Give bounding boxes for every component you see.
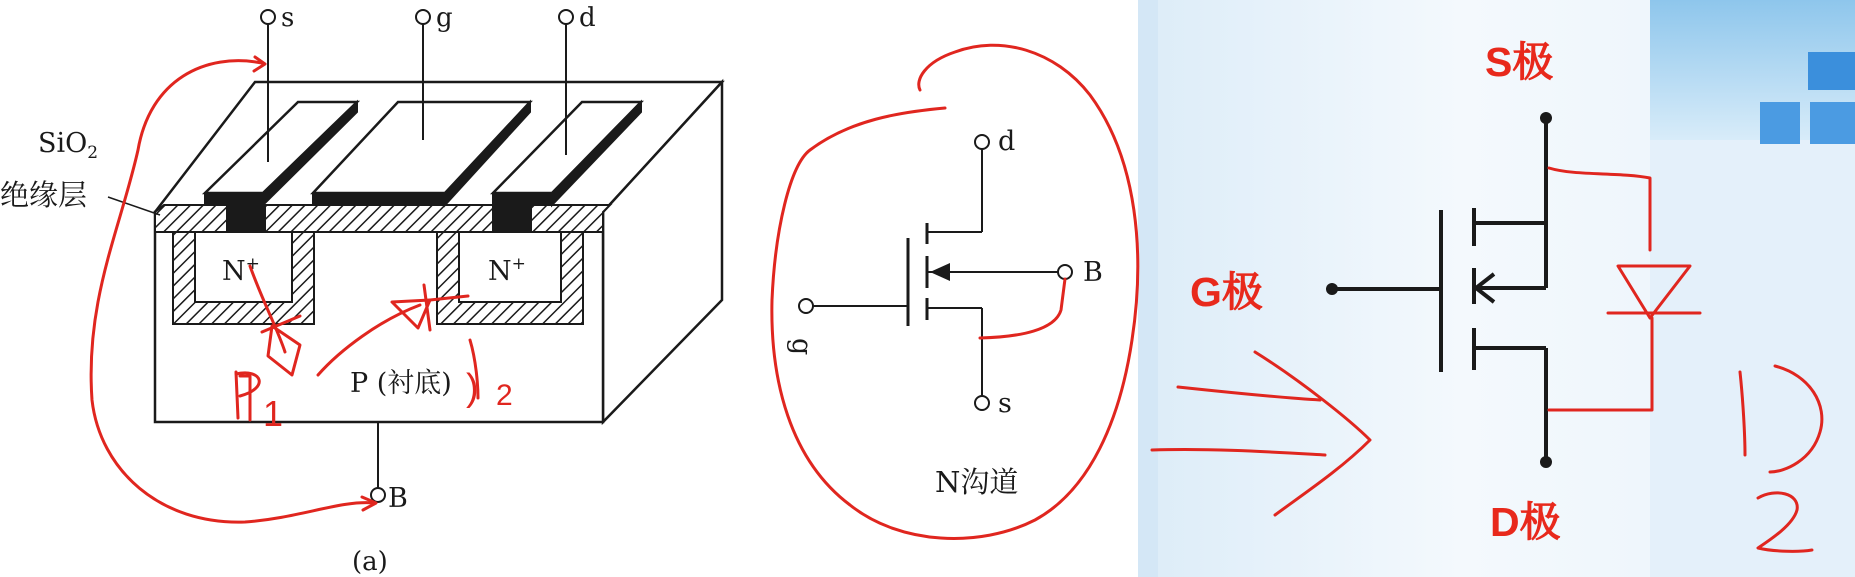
n-plus-left-sup: + — [245, 254, 260, 274]
terminal-d-dot — [559, 10, 573, 24]
svg-text:SiO2 — [38, 128, 98, 163]
symbol-terminal-g-label: g — [786, 338, 817, 356]
symbol-terminal-b-label: B — [1083, 257, 1103, 288]
terminal-g-label: g — [436, 3, 453, 33]
s-pole-label: S极 — [1485, 39, 1554, 85]
symbol-caption: N沟道 — [935, 465, 1019, 499]
terminal-s-label: s — [281, 3, 295, 33]
body-arrow — [930, 263, 950, 281]
handwritten-d2-sub: 2 — [496, 379, 513, 412]
sio2-oxide-layer — [155, 205, 610, 232]
terminal-d-label: d — [579, 3, 596, 33]
handwritten-d2-paren: ) — [466, 367, 479, 409]
sio2-label: SiO — [38, 128, 88, 159]
d-pole-dot — [1540, 456, 1552, 468]
mosfet-cross-section — [108, 10, 722, 502]
sio2-pointer-line — [108, 197, 160, 215]
terminal-g-dot — [416, 10, 430, 24]
d-pole-label: D极 — [1490, 499, 1561, 545]
symbol-terminal-s-dot — [975, 396, 989, 410]
symbol-terminal-b-dot — [1058, 265, 1072, 279]
symbol-terminal-d-label: d — [998, 126, 1016, 157]
terminal-b-label: B — [388, 483, 408, 514]
n-plus-right-label: N — [488, 256, 512, 287]
insulation-label: 绝缘层 — [0, 178, 88, 212]
n-plus-left-label: N — [222, 256, 246, 287]
figure-caption: (a) — [352, 547, 388, 577]
n-plus-right-sup: + — [511, 254, 526, 274]
symbol-terminal-d-dot — [975, 135, 989, 149]
sio2-subscript: 2 — [87, 143, 99, 163]
red-middle-connector — [980, 279, 1065, 338]
g-pole-label: G极 — [1190, 269, 1263, 315]
symbol-terminal-s-label: s — [998, 388, 1012, 419]
symbol-labels — [786, 126, 1103, 499]
substrate-label: P (衬底) — [350, 368, 452, 399]
symbol-terminal-g-dot — [799, 299, 813, 313]
handwritten-d1-sub: 1 — [263, 393, 284, 434]
n-channel-symbol — [799, 135, 1072, 410]
terminal-b-dot — [371, 488, 385, 502]
terminal-s-dot — [261, 10, 275, 24]
